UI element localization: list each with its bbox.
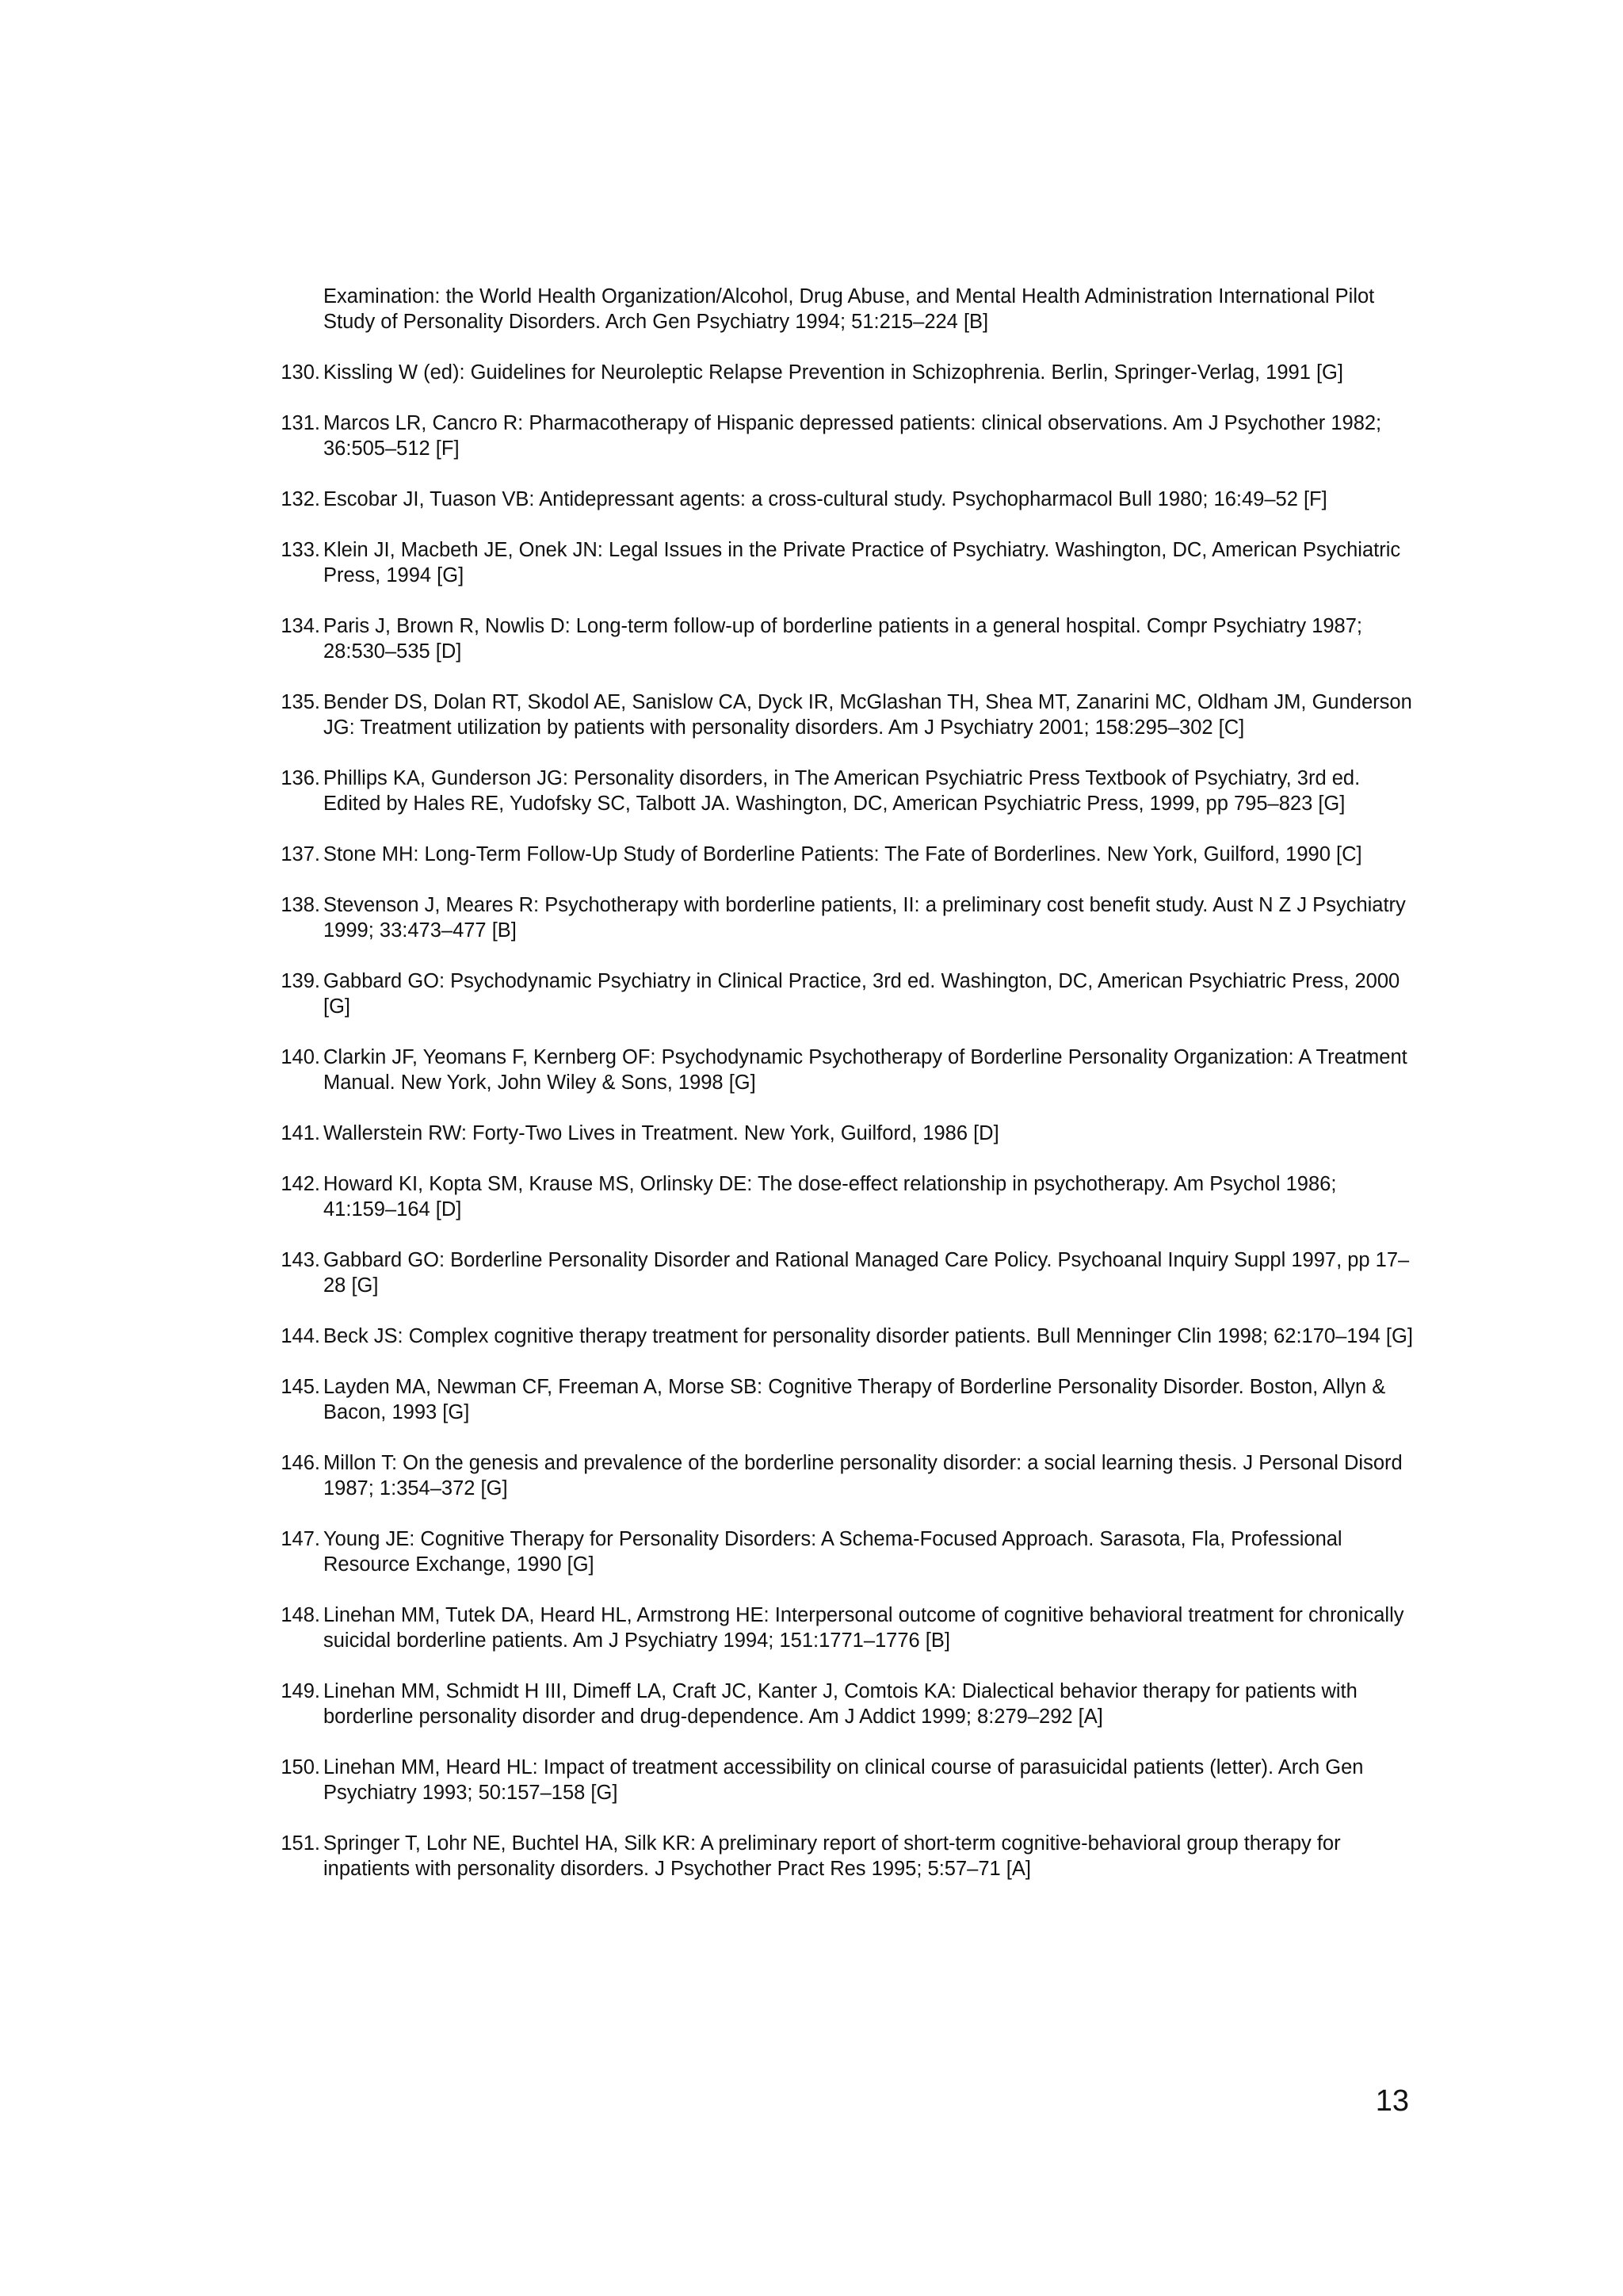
- reference-item: [273, 411, 1414, 461]
- reference-number: 145.: [281, 1376, 320, 1398]
- reference-number: 146.: [281, 1452, 320, 1474]
- reference-item: [273, 1324, 1414, 1349]
- reference-text: Stevenson J, Meares R: Psychotherapy with borderline patients, II: a preliminary cost benefit study. Aust N Z J Psychiatry 1999; 33:473–477 [B]: [323, 894, 1406, 942]
- reference-number: 142.: [281, 1173, 320, 1195]
- reference-text: Millon T: On the genesis and prevalence of the borderline personality disorder: a social learning thesis. J Personal Disord 1987; 1:354–372 [G]: [323, 1452, 1403, 1499]
- reference-text: Gabbard GO: Psychodynamic Psychiatry in Clinical Practice, 3rd ed. Washington, DC, American Psychiatric Press, 2000 [G]: [323, 970, 1400, 1018]
- reference-number: 134.: [281, 615, 320, 637]
- reference-item: [273, 892, 1414, 943]
- reference-number: 130.: [281, 361, 320, 384]
- reference-item: [273, 1755, 1414, 1805]
- reference-text: Beck JS: Complex cognitive therapy treatment for personality disorder patients. Bull Menninger Clin 1998; 62:170–194 [G]: [323, 1325, 1413, 1347]
- reference-item: [273, 842, 1414, 867]
- reference-text: Linehan MM, Heard HL: Impact of treatment accessibility on clinical course of parasuicidal patients (letter). Arch Gen Psychiatry 1993; 50:157–158 [G]: [323, 1756, 1364, 1804]
- reference-text: Howard KI, Kopta SM, Krause MS, Orlinsky DE: The dose-effect relationship in psychotherapy. Am Psychol 1986; 41:159–164 [D]: [323, 1173, 1337, 1221]
- reference-text: Layden MA, Newman CF, Freeman A, Morse SB: Cognitive Therapy of Borderline Personality Disorder. Boston, Allyn & Bacon, 1993 [G]: [323, 1376, 1386, 1423]
- reference-item: [273, 1045, 1414, 1095]
- reference-item: [273, 613, 1414, 664]
- reference-item: [273, 1603, 1414, 1653]
- reference-item: [273, 487, 1414, 512]
- reference-text: Linehan MM, Tutek DA, Heard HL, Armstrong HE: Interpersonal outcome of cognitive behavioral treatment for chronically suicidal borderline patients. Am J Psychiatry 1994; 151:1771–1776 [B]: [323, 1604, 1404, 1652]
- reference-number: 150.: [281, 1756, 320, 1778]
- reference-text: Clarkin JF, Yeomans F, Kernberg OF: Psychodynamic Psychotherapy of Borderline Personality Organization: A Treatment Manual. New York, John Wiley & Sons, 1998 [G]: [323, 1046, 1407, 1094]
- reference-text: Linehan MM, Schmidt H III, Dimeff LA, Craft JC, Kanter J, Comtois KA: Dialectical behavior therapy for patients with borderline personality disorder and drug-dependence. Am J Addict 1999; 8:279–292 [A]: [323, 1680, 1358, 1728]
- reference-item: [273, 766, 1414, 816]
- reference-item: [273, 537, 1414, 588]
- reference-item: [273, 1526, 1414, 1577]
- reference-item: [273, 1121, 1414, 1146]
- reference-number: 149.: [281, 1680, 320, 1702]
- reference-item: [273, 1450, 1414, 1501]
- reference-number: 144.: [281, 1325, 320, 1347]
- reference-number: 143.: [281, 1249, 320, 1271]
- reference-text: Examination: the World Health Organization/Alcohol, Drug Abuse, and Mental Health Administration International Pilot Study of Personality Disorders. Arch Gen Psychiatry 1994; 51:215–224 [B]: [323, 285, 1375, 333]
- reference-text: Paris J, Brown R, Nowlis D: Long-term follow-up of borderline patients in a general hospital. Compr Psychiatry 1987; 28:530–535 [D]: [323, 615, 1363, 663]
- reference-item: [273, 284, 1414, 334]
- reference-number: 139.: [281, 970, 320, 992]
- reference-text: Gabbard GO: Borderline Personality Disorder and Rational Managed Care Policy. Psychoanal Inquiry Suppl 1997, pp 17–28 [G]: [323, 1249, 1410, 1297]
- reference-number: 141.: [281, 1122, 320, 1144]
- reference-text: Young JE: Cognitive Therapy for Personality Disorders: A Schema-Focused Approach. Sarasota, Fla, Professional Resource Exchange, 1990 [G]: [323, 1528, 1342, 1576]
- reference-number: 133.: [281, 539, 320, 561]
- reference-text: Wallerstein RW: Forty-Two Lives in Treatment. New York, Guilford, 1986 [D]: [323, 1122, 999, 1144]
- reference-text: Phillips KA, Gunderson JG: Personality disorders, in The American Psychiatric Press Textbook of Psychiatry, 3rd ed. Edited by Hales RE, Yudofsky SC, Talbott JA. Washington, DC, American Psychiatric Press, 1999, pp 795–823 [G]: [323, 767, 1361, 815]
- reference-item: [273, 1247, 1414, 1298]
- reference-number: 137.: [281, 843, 320, 865]
- reference-list: [273, 284, 1414, 1907]
- reference-number: 147.: [281, 1528, 320, 1550]
- reference-number: 138.: [281, 894, 320, 916]
- reference-item: [273, 1679, 1414, 1729]
- reference-text: Kissling W (ed): Guidelines for Neuroleptic Relapse Prevention in Schizophrenia. Berlin, Springer-Verlag, 1991 [G]: [323, 361, 1343, 384]
- reference-item: [273, 1374, 1414, 1425]
- reference-number: 140.: [281, 1046, 320, 1068]
- reference-number: 136.: [281, 767, 320, 789]
- reference-text: Springer T, Lohr NE, Buchtel HA, Silk KR: A preliminary report of short-term cognitive-behavioral group therapy for inpatients with personality disorders. J Psychother Pract Res 1995; 5:57–71 [A]: [323, 1832, 1341, 1880]
- reference-number: 131.: [281, 412, 320, 434]
- reference-number: 148.: [281, 1604, 320, 1626]
- reference-number: 132.: [281, 488, 320, 510]
- reference-item: [273, 968, 1414, 1019]
- reference-text: Marcos LR, Cancro R: Pharmacotherapy of Hispanic depressed patients: clinical observations. Am J Psychother 1982; 36:505–512 [F]: [323, 412, 1382, 460]
- reference-text: Klein JI, Macbeth JE, Onek JN: Legal Issues in the Private Practice of Psychiatry. Washington, DC, American Psychiatric Press, 1994 [G]: [323, 539, 1401, 586]
- reference-item: [273, 1171, 1414, 1222]
- reference-item: [273, 1831, 1414, 1881]
- reference-text: Bender DS, Dolan RT, Skodol AE, Sanislow CA, Dyck IR, McGlashan TH, Shea MT, Zanarini MC, Oldham JM, Gunderson JG: Treatment utilization by patients with personality disorders. Am J Psychiatry 2001; 158:295–302 [C]: [323, 691, 1412, 739]
- reference-number: 151.: [281, 1832, 320, 1855]
- reference-number: 135.: [281, 691, 320, 713]
- reference-item: [273, 360, 1414, 385]
- page-number: 13: [1375, 2084, 1409, 2118]
- reference-text: Stone MH: Long-Term Follow-Up Study of Borderline Patients: The Fate of Borderlines. New York, Guilford, 1990 [C]: [323, 843, 1362, 865]
- reference-item: [273, 690, 1414, 740]
- reference-text: Escobar JI, Tuason VB: Antidepressant agents: a cross-cultural study. Psychopharmacol Bull 1980; 16:49–52 [F]: [323, 488, 1327, 510]
